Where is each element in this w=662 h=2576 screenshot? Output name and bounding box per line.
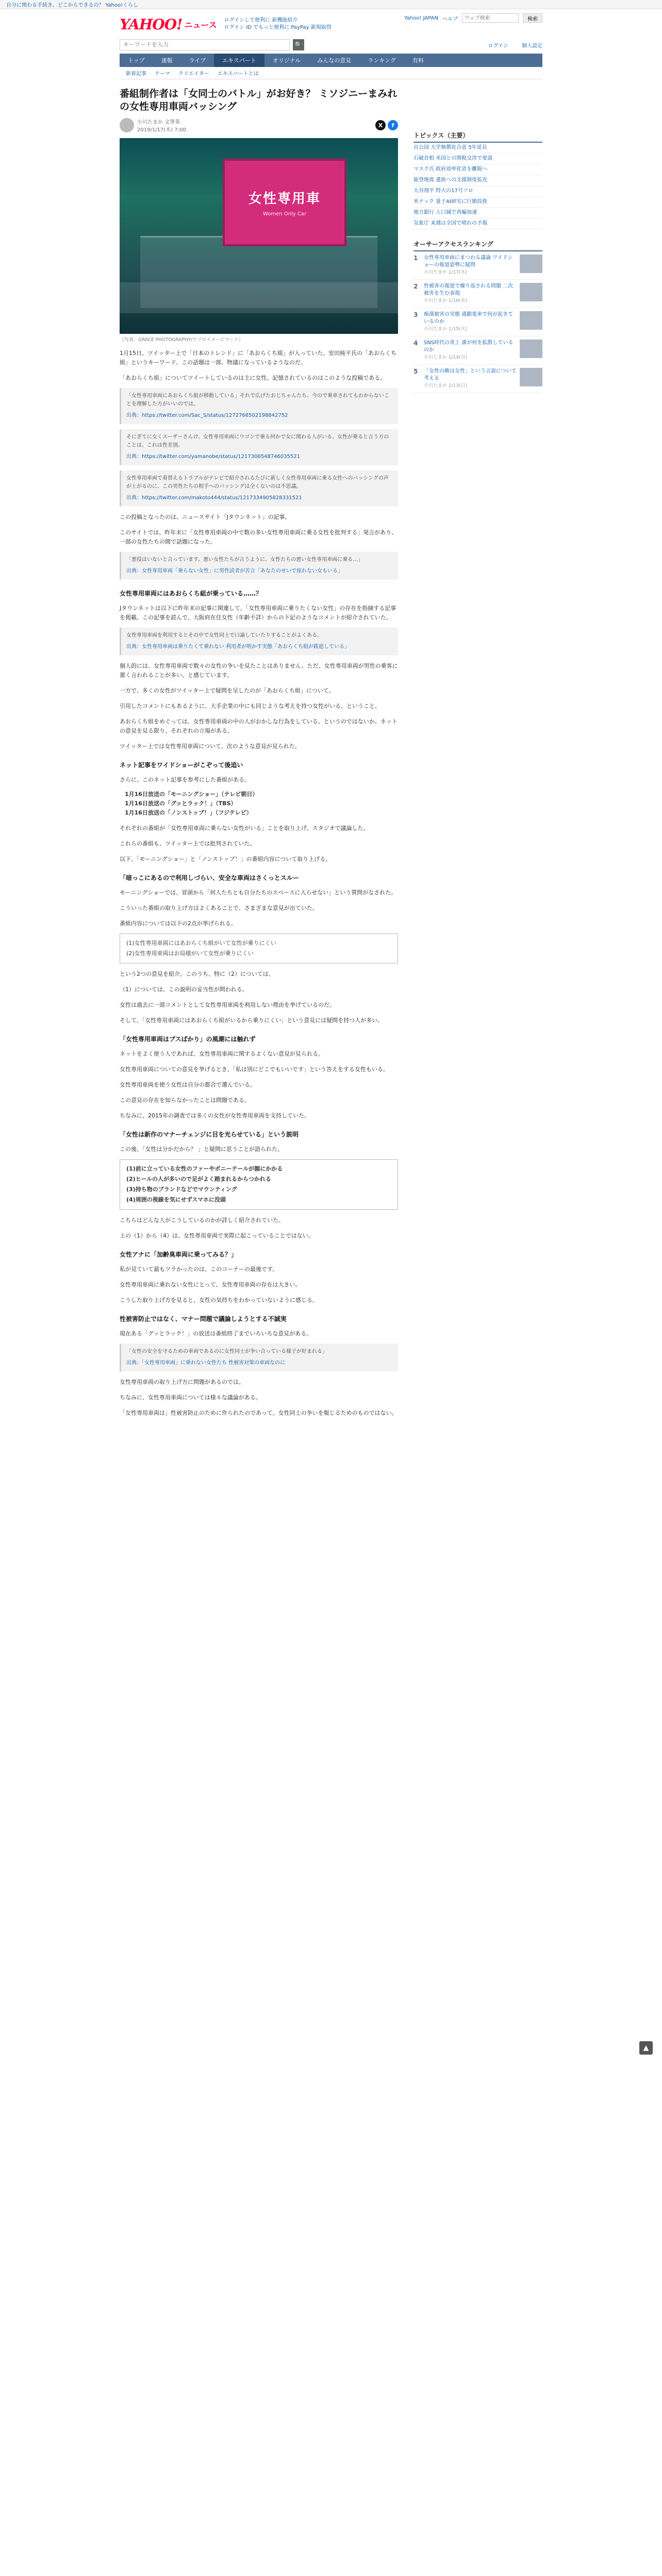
nav-tab[interactable]: 速報 <box>161 57 173 64</box>
paragraph: モーニングショーでは、冒頭から「何人たちとも自分たちのスペースに入らせない」という質問がなされた。 <box>120 889 397 896</box>
page-layout <box>120 84 542 1418</box>
quote-text: 「女性の安全を守るための車両であるのに女性同士が争い合っている様子が好まれる」 <box>126 1349 327 1354</box>
topics-heading: トピックス（主要） <box>413 131 542 143</box>
rank-title[interactable]: 女性専用車両にまつわる議論 ワイドショーの報道姿勢に疑問 <box>424 255 513 268</box>
section-heading: 女性アナに「加齢臭車両に乗ってみる？」 <box>120 1251 238 1258</box>
top-promo-text[interactable]: 自分に関わる手続き、どこからできるの？ Yahoo!くらし <box>6 3 139 8</box>
nav-tab[interactable]: ライブ <box>189 57 206 64</box>
header-link-features[interactable]: ログインして便利に 新機能紹介 <box>224 18 298 23</box>
section-heading: 性被害防止ではなく、マナー問題で議論しようとする不誠実 <box>120 1315 287 1323</box>
show-list <box>120 790 398 818</box>
sign-title: 女性専用車 <box>248 191 321 207</box>
section-heading: 女性専用車両にはあおらくち組が乗っている……？ <box>120 590 262 597</box>
publish-date: 2019/1/17(木) 7:00 <box>137 127 186 133</box>
show-item: 1月16日放送の「モーニングショー」（テレビ朝日） <box>125 791 258 798</box>
paragraph: 女性は過去に一部コメントとして女性専用車両を利用しない理由を挙げているのだ。 <box>120 1002 335 1008</box>
paragraph: 女性専用車両の取り上げ方に問題があるのでは。 <box>120 1379 244 1385</box>
quote-source-link[interactable]: 出典：https://twitter.com/makoto444/status/1217334905828331521 <box>126 495 302 501</box>
site-header <box>120 9 542 39</box>
paragraph: 現在ある「グッとラック！」の放送は番組終了までいろいろな意見がある。 <box>120 1330 312 1337</box>
quote-text: 「悪役はいないと言っています。悪い女性たちが言うように、女性たちの悪い女性専用車両に乗る…」 <box>126 557 363 563</box>
rank-number: 2 <box>413 283 418 290</box>
nav-tab[interactable]: オリジナル <box>272 57 301 64</box>
topic-link[interactable]: 米テック 量子AI研究に巨額投資 <box>413 197 542 208</box>
article-quote <box>120 552 398 580</box>
manner-list-box <box>120 1159 398 1210</box>
topic-link[interactable]: 大谷翔平 特大の17号ソロ <box>413 186 542 197</box>
news-search-row <box>120 39 542 50</box>
sub-nav <box>120 67 542 79</box>
ranking-item[interactable] <box>413 308 542 336</box>
header-links <box>224 17 332 31</box>
show-item: 1月16日放送の「グッとラック！」（TBS） <box>125 800 237 807</box>
paragraph: ちなみに、2015年の調査では多くの女性が女性専用車両を支持していた。 <box>120 1112 310 1119</box>
paragraph: それぞれの番組が「女性専用車両に乗らない女性がいる」ことを取り上げ、スタジオで議論した。 <box>120 825 369 832</box>
article <box>120 84 398 1418</box>
subnav-item[interactable]: エキスパートとは <box>217 71 259 77</box>
topics-list <box>413 143 542 229</box>
topics-box <box>413 131 542 229</box>
ranking-list <box>413 251 542 393</box>
topic-link[interactable]: 地方銀行 人口減で再編加速 <box>413 208 542 218</box>
topic-link[interactable]: 能登地震 遺族への支援制度拡充 <box>413 175 542 186</box>
ranking-item[interactable] <box>413 336 542 365</box>
yahoo-logo[interactable]: YAHOO! <box>120 15 183 33</box>
rank-text-block <box>424 283 517 304</box>
article-photo <box>120 138 398 334</box>
login-link[interactable]: ログイン <box>488 43 508 49</box>
paragraph: こちらはどんな人がこうしているのかが詳しく紹介されていた。 <box>120 1217 284 1224</box>
rank-number: 1 <box>413 255 418 262</box>
rank-thumbnail[interactable] <box>520 283 542 301</box>
quote-text: 女性専用車両を利用するとその中で女性同士で口論していたりすることがよくある。 <box>126 633 322 638</box>
back-to-top-button[interactable]: ▲ <box>639 2041 653 2055</box>
subnav-item[interactable]: クリエイター <box>178 71 209 77</box>
help-link[interactable]: ヘルプ <box>442 16 458 22</box>
news-search-input[interactable] <box>120 39 290 50</box>
yahoo-japan-link[interactable]: Yahoo! JAPAN <box>404 15 438 21</box>
manner-item: (3)持ち物のブランドなどでマウンティング <box>126 1186 237 1193</box>
rank-meta: 小川たまか 1/13(日) <box>424 383 468 388</box>
rank-text-block <box>424 340 517 361</box>
rank-text-block <box>424 311 517 333</box>
manner-item: (2)ヒールの人が多いので足がよく踏まれるからつかれる <box>126 1176 271 1182</box>
nav-tab[interactable]: ランキング <box>368 57 396 64</box>
article-quote <box>120 628 398 655</box>
search-icon[interactable]: 🔍 <box>293 39 304 50</box>
subnav-item[interactable]: 新着記事 <box>126 71 146 77</box>
ranking-box <box>413 240 542 393</box>
paragraph: 一方で、多くの女性がツイッター上で疑問を呈したのが「あおらくち組」について。 <box>120 687 335 694</box>
paragraph: この意見の存在を知らなかったことは問題である。 <box>120 1097 250 1104</box>
nav-tab[interactable]: みんなの意見 <box>317 57 352 64</box>
ranking-item[interactable] <box>413 365 542 393</box>
quote-source-link[interactable]: 出典：https://twitter.com/yamanobe/status/1217306548746035521 <box>126 454 301 460</box>
settings-link[interactable]: 個人設定 <box>522 43 542 49</box>
quote-source-link[interactable]: 出典：「女性専用車両」に乗れない女性たち 性被害対策の車両なのに <box>126 1360 286 1366</box>
rank-title[interactable]: SNS時代の炎上 誰が何を拡散しているのか <box>424 340 514 353</box>
rank-title[interactable]: 痴漢被害の実態 通勤電車で何が起きているのか <box>424 312 514 325</box>
reasons-box <box>120 934 398 963</box>
sign-subtitle: Women Only Car <box>262 211 307 217</box>
paragraph: （1）については、この説明の妥当性が問われる。 <box>120 986 248 993</box>
paragraph: このサイトでは、昨年末に「女性専用車両の中で数の多い女性専用車両に乗る女性を批判する」発言があり、一部の女性たちの間で話題になった。 <box>120 529 398 545</box>
section-heading: 「女性は新作のマナーチェンジに目を光らせている」という説明 <box>120 1131 299 1138</box>
rank-title[interactable]: 「女性の敵は女性」という言説について考える <box>424 368 517 381</box>
paragraph: 私が見ていて最もツラかったのは、このコーナーの最後です。 <box>120 1266 278 1273</box>
top-promo-bar[interactable] <box>0 0 662 9</box>
nav-tab[interactable]: トップ <box>128 57 145 64</box>
rank-title[interactable]: 性被害の報道で繰り返される問題 二次被害を生む表現 <box>424 283 514 296</box>
rank-meta: 小川たまか 1/14(月) <box>424 355 468 360</box>
rank-thumbnail[interactable] <box>520 311 542 330</box>
rank-meta: 小川たまか 1/15(火) <box>424 327 468 332</box>
rank-meta: 小川たまか 1/17(木) <box>424 270 468 275</box>
reason-item: (2)女性専用車両はお局様がいて女性が乗りにくい <box>126 950 254 957</box>
paragraph: Jタウンネットは以下に昨年末の記事に関連して、「女性専用車両に乗りたくない女性」の存在を指摘する記事を掲載。この記事を読んで、大阪府在住女性（年齢不詳）からの下記のようなコメントが紹介されていた。 <box>120 605 396 621</box>
article-headline: 番組制作者は「女同士のバトル」がお好き？ ミソジニーまみれの女性専用車両バッシング <box>120 88 398 112</box>
web-search-input[interactable] <box>462 13 519 23</box>
news-logo-suffix[interactable]: ニュース <box>184 20 217 30</box>
rank-meta: 小川たまか 1/16(水) <box>424 298 468 303</box>
reason-item: (1)女性専用車両にはあおらくち組がいて女性が乗りにくい <box>126 940 276 946</box>
paragraph: こういった番組の取り上げ方はよくあることで、さまざまな意見が出ていた。 <box>120 905 318 911</box>
paragraph: これらの番組も、ツイッター上では批判されていた。 <box>120 840 256 847</box>
paragraph: この投稿となったのは、ニュースサイト「Jタウンネット」の記事。 <box>120 514 291 520</box>
share-buttons <box>375 120 398 130</box>
paragraph: 個人的には、女性専用車両で数々の女性の争いを見たことはありません。ただ、女性専用車両が男性の乗客に悪く言われることが多い、と感じています。 <box>120 663 398 679</box>
quote-source-link[interactable]: 出典：女性専用車両は乗りたくて乗れない 利用者が明かす実態「あおらくち組が跋扈している」 <box>126 644 350 650</box>
paragraph: 上の（1）から（4）は、女性専用車両で実際に起こっていることではない。 <box>120 1232 314 1239</box>
topic-link[interactable]: 石破首相 米国との関税交渉で要請 <box>413 154 542 164</box>
paragraph: ちなみに、女性専用車両については様々な議論がある。 <box>120 1394 261 1401</box>
photo-caption: （写真：GRACE PHOTOGRAPHY/アフロイメージマート） <box>120 337 243 343</box>
account-links <box>488 41 543 49</box>
ranking-heading: オーサーアクセスランキング <box>413 240 542 251</box>
x-share-icon[interactable]: X <box>375 120 386 130</box>
paragraph: 以下、「モーニングショー」と「ノンストップ！」の番組内容について取り上げる。 <box>120 856 332 862</box>
photo-train-car <box>140 236 377 308</box>
quote-text: 女性専用車両で着替えるトラブルがテレビで紹介されるたびに新しく女性専用車両に乗る女性へのバッシングの声が上がるのに、この男性たちの相手へのバッシングは全くないのは不思議。 <box>126 476 389 489</box>
paragraph: という2つの意見を紹介。このうち、特に（2）については、 <box>120 971 274 977</box>
paragraph: 女性専用車両を使う女性は自分の都合で選んでいる。 <box>120 1081 256 1088</box>
paragraph: 女性専用車両についての意見を挙げるとき、「私は別にどこでもいいです」という答えをする女性もいる。 <box>120 1066 389 1073</box>
paragraph: そして、「女性専用車両にはあおらくち組がいるから乗りにくい」という意見には疑問を持つ人が多い。 <box>120 1017 384 1024</box>
rank-text-block <box>424 368 517 389</box>
section-heading: 「女性専用車両はブスばかり」の風潮には触れず <box>120 1036 256 1043</box>
quote-text: そにぎてに女くスーザーさんけ、女性専用車両にワゴンで乗る何かで女に関わる人がいる。女性が乗ると言う方のことは、これは性差別。 <box>126 434 389 448</box>
topic-link[interactable]: マスク氏 政府効率化省を離脱へ <box>413 164 542 175</box>
header-link-login[interactable]: ログイン ID でもっと便利に PayPay 新規取得 <box>224 25 332 30</box>
subnav-item[interactable]: テーマ <box>155 71 170 77</box>
rank-number: 5 <box>413 368 418 375</box>
quote-source-link[interactable]: 出典：https://twitter.com/Sac_S/status/1272766502198842752 <box>126 413 288 418</box>
paragraph: ツイッター上では女性専用車両について、次のような意見が見られた。 <box>120 743 301 750</box>
paragraph: この後、「女性は分かだから？ 」と疑問に思うことが語られた。 <box>120 1146 283 1153</box>
rank-thumbnail[interactable] <box>520 340 542 358</box>
header-right <box>404 13 542 23</box>
section-heading: 「暗っこにあるので利用しづらい、安全な車両はさくっとスルー <box>120 874 299 882</box>
author-name[interactable]: 小川たまか 文筆業 <box>137 120 180 125</box>
tweet-quote <box>120 470 398 506</box>
paragraph: 「あおらくち組」についてツイートしているのは主に女性。記憶されているのはこのような投稿である。 <box>120 375 386 381</box>
ranking-item[interactable] <box>413 280 542 308</box>
paragraph: 引用したコメントにもあるように、大手企業の中にも同じような考えを持つ女性がいる、ということ。 <box>120 703 380 709</box>
paragraph: 「女性専用車両は」性被害防止のために作られたのであって、女性同士の争いを報じるためのものではない。 <box>120 1410 398 1416</box>
web-search-button[interactable]: 検索 <box>523 13 542 23</box>
paragraph: こうした取り上げ方を見ると、女性の気持ちをわかっていないように感じる。 <box>120 1297 318 1303</box>
section-heading: ネット記事をワイドショーがこぞって後追い <box>120 761 243 769</box>
rank-thumbnail[interactable] <box>520 368 542 386</box>
show-item: 1月16日放送の「ノンストップ！」（フジテレビ） <box>125 809 252 816</box>
author-avatar[interactable] <box>120 118 134 132</box>
rank-number: 3 <box>413 311 418 318</box>
rank-number: 4 <box>413 340 418 347</box>
ranking-item[interactable] <box>413 251 542 280</box>
paragraph: ネットをよく使う人であれば、女性専用車両に関するよくない意見が見られる。 <box>120 1050 324 1057</box>
topic-link[interactable]: 気象庁 来週は全国で晴れの予報 <box>413 218 542 229</box>
paragraph: 1月15日、ツイッター上で「日本のトレンド」に「あおらくち組」が入っていた。安田純平氏の「あおらくち組」というキーワード。この話題は一部、物議になっているようなのだ。 <box>120 350 396 366</box>
rank-text-block <box>424 255 517 276</box>
quote-source-link[interactable]: 出典：女性専用車両「乗らない女性」に男性読者が苦言「あなたのせいで座れない女もいる」 <box>126 568 343 574</box>
nav-tab[interactable]: エキスパート <box>214 54 264 67</box>
manner-item: (4)周囲の視線を気にせずスマホに没頭 <box>126 1196 226 1203</box>
paragraph: さらに、このネット記事を参考にした番組がある。 <box>120 776 250 783</box>
main-nav <box>120 54 542 67</box>
article-quote <box>120 1344 398 1371</box>
topic-link[interactable]: 自公国 大学無償化合意 5年延長 <box>413 143 542 154</box>
byline <box>120 117 398 133</box>
sidebar <box>413 131 542 1418</box>
quote-text: 「女性専用車両にあおらくち組が移動している」それで広げたおじちゃんたち、今ので乗車されてもわからないことを理解した方がいいのでは。 <box>126 393 389 407</box>
paragraph: 番組内容については以下の2点が挙げられる。 <box>120 920 237 927</box>
facebook-share-icon[interactable]: f <box>388 120 398 130</box>
manner-item: (1)前に立っている女性のファーやボニーテールが顔にかかる <box>126 1165 283 1172</box>
tweet-quote <box>120 388 398 424</box>
paragraph: 女性専用車両に乗れない女性にとって、女性専用車両の存在は大きい。 <box>120 1281 301 1288</box>
rank-thumbnail[interactable] <box>520 255 542 273</box>
paragraph: あおらくち組をめぐっては、女性専用車両の中の人がおかしな行為をしている、というのではないか。ネットの意見を見る限り、それぞれの立場がある。 <box>120 718 398 734</box>
women-only-car-sign <box>223 159 346 246</box>
nav-tab[interactable]: 有料 <box>412 57 424 64</box>
tweet-quote <box>120 429 398 465</box>
